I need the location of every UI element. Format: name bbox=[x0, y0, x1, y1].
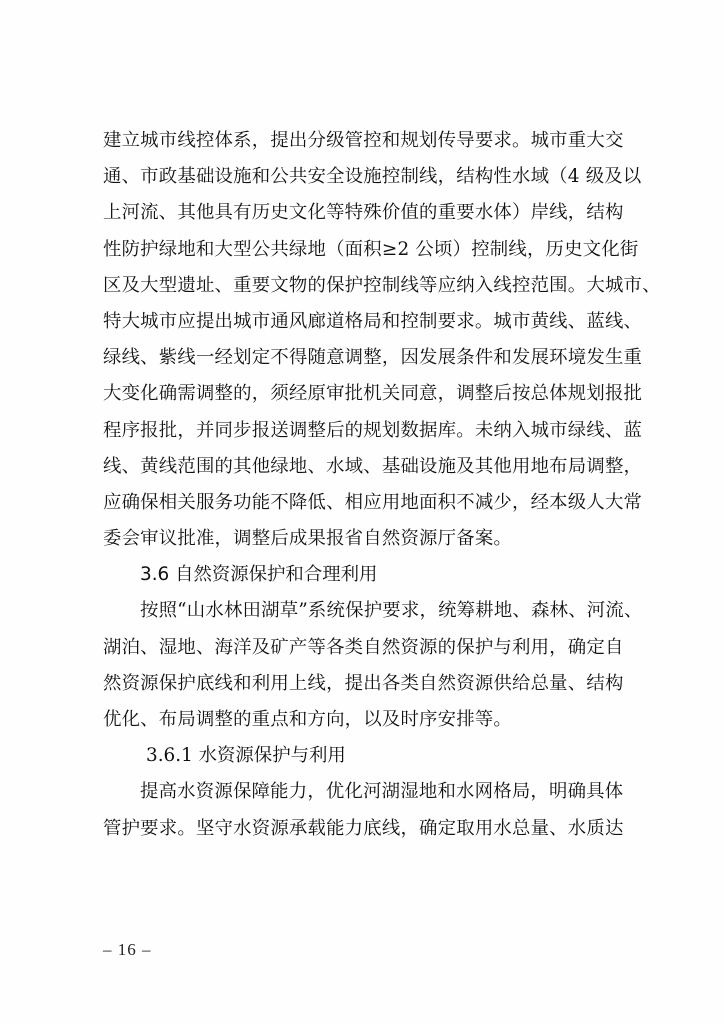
paragraph-line: 提高水资源保障能力，优化河湖湿地和水网格局，明确具体 bbox=[140, 781, 624, 803]
paragraph-line: 绿线、紫线一经划定不得随意调整，因发展条件和发展环境发生重 bbox=[103, 347, 643, 369]
paragraph-line: 管护要求。坚守水资源承载能力底线，确定取用水总量、水质达 bbox=[103, 817, 624, 839]
paragraph-line: 上河流、其他具有历史文化等特殊价值的重要水体）岸线，结构 bbox=[103, 202, 624, 224]
paragraph-line: 区及大型遗址、重要文物的保护控制线等应纳入线控范围。大城市、 bbox=[103, 274, 661, 296]
subsection-heading: 3.6.1 水资源保护与利用 bbox=[146, 745, 346, 767]
paragraph-line: 建立城市线控体系，提出分级管控和规划传导要求。城市重大交 bbox=[103, 130, 624, 151]
paragraph-line: 优化、布局调整的重点和方向，以及时序安排等。 bbox=[103, 709, 512, 730]
paragraph-line: 特大城市应提出城市通风廊道格局和控制要求。城市黄线、蓝线、 bbox=[103, 310, 643, 332]
page-number: – 16 – bbox=[103, 940, 152, 959]
section-heading: 3.6 自然资源保护和合理利用 bbox=[140, 564, 378, 586]
body-text bbox=[103, 123, 661, 847]
paragraph-line: 按照“山水林田湖草”系统保护要求，统筹耕地、森林、河流、 bbox=[140, 600, 643, 622]
paragraph-line: 性防护绿地和大型公共绿地（面积≥2 公顷）控制线，历史文化街 bbox=[103, 238, 639, 260]
paragraph-line: 湖泊、湿地、海洋及矿产等各类自然资源的保护与利用，确定自 bbox=[103, 636, 624, 658]
paragraph-line: 应确保相关服务功能不降低、相应用地面积不减少，经本级人大常 bbox=[103, 491, 643, 513]
paragraph-line: 然资源保护底线和利用上线，提出各类自然资源供给总量、结构 bbox=[103, 672, 624, 694]
paragraph-line: 线、黄线范围的其他绿地、水域、基础设施及其他用地布局调整， bbox=[103, 455, 643, 477]
paragraph-line: 程序报批，并同步报送调整后的规划数据库。未纳入城市绿线、蓝 bbox=[103, 419, 643, 441]
paragraph-line: 通、市政基础设施和公共安全设施控制线，结构性水域（4 级及以 bbox=[103, 166, 642, 188]
paragraph-line: 大变化确需调整的，须经原审批机关同意，调整后按总体规划报批 bbox=[103, 383, 643, 405]
paragraph-line: 委会审议批准，调整后成果报省自然资源厅备案。 bbox=[103, 528, 512, 550]
